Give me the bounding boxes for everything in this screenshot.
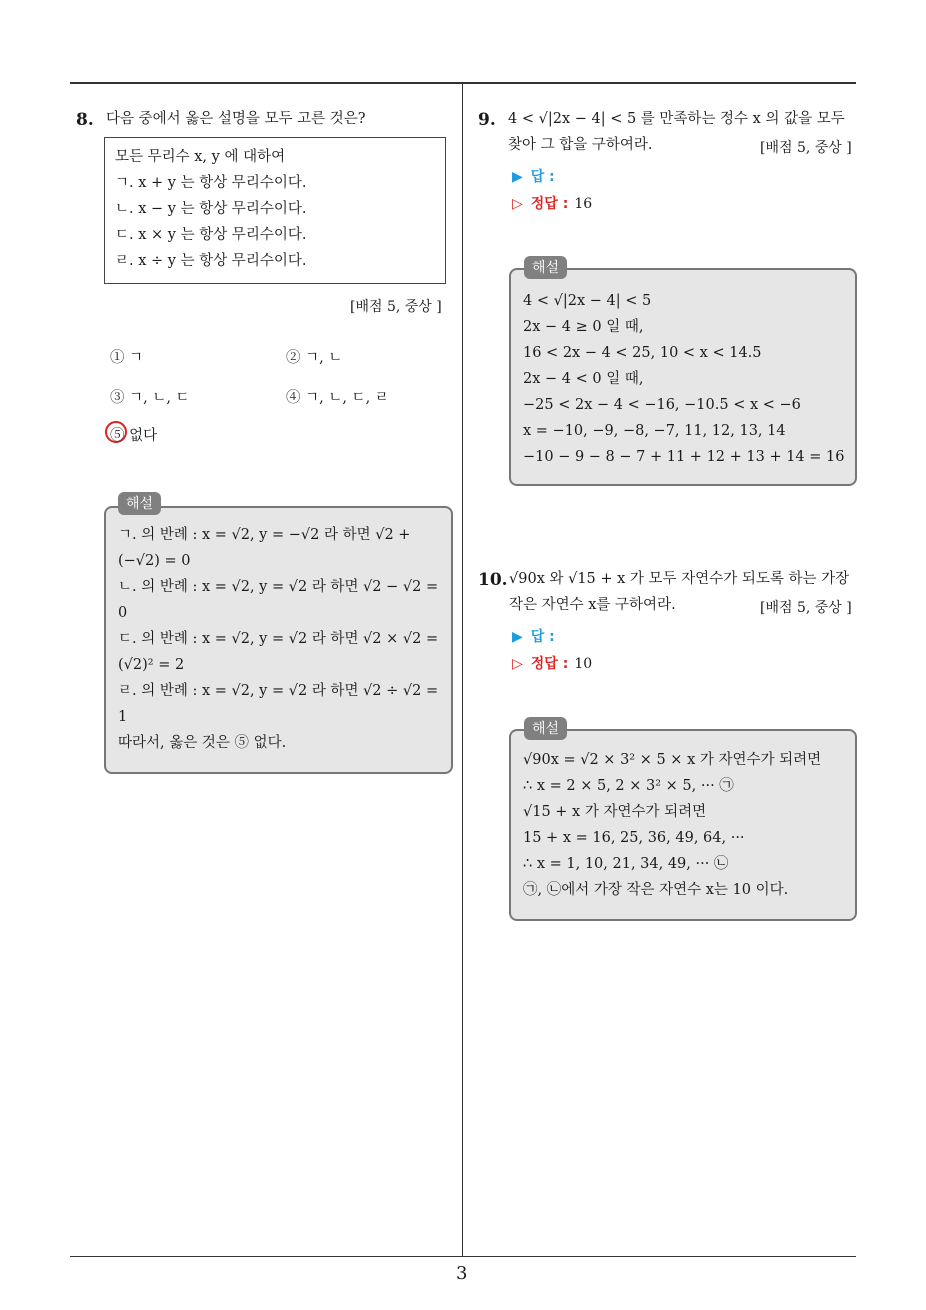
q9-explanation-line: −10 − 9 − 8 − 7 + 11 + 12 + 13 + 14 = 16 [523,449,845,465]
q9-correct-label: 정답 : [530,196,569,212]
q9-prompt-line1: 4 < √|2x − 4| < 5 를 만족하는 정수 x 의 값을 모두 [508,111,845,127]
q8-box-line: 모든 무리수 x, y 에 대하여 [115,149,286,165]
q8-explanation-line: (−√2) = 0 [118,553,191,569]
q8-explanation-line: ㄹ. 의 반례 : x = √2, y = √2 라 하면 √2 ÷ √2 = [118,683,439,699]
q10-explanation-box [509,729,857,921]
q8-explanation-box [104,506,453,774]
q10-prompt-line1: √90x 와 √15 + x 가 모두 자연수가 되도록 하는 가장 [509,571,850,587]
q9-explanation-line: 2x − 4 < 0 일 때, [523,371,644,387]
q8-choice-4[interactable]: ④ ㄱ, ㄴ, ㄷ, ㄹ [286,390,389,406]
bottom-rule [70,1256,856,1257]
q9-answer-row[interactable] [512,166,555,186]
q8-box-line: ㄴ. x − y 는 항상 무리수이다. [115,201,307,217]
q8-box-line: ㄹ. x ÷ y 는 항상 무리수이다. [115,253,307,269]
q8-explanation-line: 따라서, 옳은 것은 ⑤ 없다. [118,735,287,751]
q8-points: [배점 5, 중상 ] [350,299,442,315]
q9-correct-value: 16 [574,196,593,212]
q10-explanation-line: ㉠, ㉡에서 가장 작은 자연수 x는 10 이다. [523,882,789,898]
page-number: 3 [456,1263,468,1284]
q10-explanation-tag: 해설 [524,717,567,740]
play-icon: ▶ [512,169,523,185]
q8-choice-2[interactable]: ② ㄱ, ㄴ [286,350,343,366]
q10-points: [배점 5, 중상 ] [760,600,852,616]
top-rule [70,82,856,84]
q8-explanation-line: (√2)² = 2 [118,657,185,673]
q10-correct-row [512,653,592,673]
q10-correct-label: 정답 : [530,656,569,672]
q10-answer-label: 답 : [530,629,555,645]
q9-answer-label: 답 : [530,169,555,185]
q9-explanation-line: −25 < 2x − 4 < −16, −10.5 < x < −6 [523,397,801,413]
q8-explanation-line: ㄴ. 의 반례 : x = √2, y = √2 라 하면 √2 − √2 = [118,579,439,595]
q8-prompt: 다음 중에서 옳은 설명을 모두 고른 것은? [106,111,366,127]
q9-points: [배점 5, 중상 ] [760,140,852,156]
q8-explanation-tag: 해설 [118,492,161,515]
q8-choice-3[interactable]: ③ ㄱ, ㄴ, ㄷ [110,390,190,406]
q10-explanation-line: 15 + x = 16, 25, 36, 49, 64, ··· [523,830,745,846]
q10-explanation-line: ∴ x = 1, 10, 21, 34, 49, ··· ㉡ [523,856,729,872]
q8-box-line: ㄱ. x + y 는 항상 무리수이다. [115,175,307,191]
q10-explanation-line: √15 + x 가 자연수가 되려면 [523,804,707,820]
q8-box-line: ㄷ. x × y 는 항상 무리수이다. [115,227,307,243]
q9-explanation-line: x = −10, −9, −8, −7, 11, 12, 13, 14 [523,423,786,439]
q10-correct-value: 10 [574,656,593,672]
q10-number: 10. [478,570,508,590]
q8-condition-box [104,137,446,284]
q10-explanation-line: ∴ x = 2 × 5, 2 × 3² × 5, ··· ㉠ [523,778,734,794]
q10-answer-row[interactable] [512,626,555,646]
q10-prompt-line2: 작은 자연수 x를 구하여라. [509,597,676,613]
q9-explanation-line: 16 < 2x − 4 < 25, 10 < x < 14.5 [523,345,762,361]
q8-explanation-line: ㄱ. 의 반례 : x = √2, y = −√2 라 하면 √2 + [118,527,411,543]
q9-correct-row [512,193,592,213]
q9-explanation-box [509,268,857,486]
column-divider [462,82,463,1257]
q9-explanation-tag: 해설 [524,256,567,279]
q8-choice-5[interactable]: ⑤ 없다 [110,428,158,444]
q8-explanation-line: 1 [118,709,128,725]
q10-explanation-line: √90x = √2 × 3² × 5 × x 가 자연수가 되려면 [523,752,822,768]
q8-explanation-line: ㄷ. 의 반례 : x = √2, y = √2 라 하면 √2 × √2 = [118,631,439,647]
play-outline-icon: ▷ [512,196,523,212]
play-outline-icon: ▷ [512,656,523,672]
q9-prompt-line2: 찾아 그 합을 구하여라. [508,137,653,153]
q8-explanation-line: 0 [118,605,128,621]
q8-choice-1[interactable]: ① ㄱ [110,350,144,366]
q9-explanation-line: 2x − 4 ≥ 0 일 때, [523,319,644,335]
q9-number: 9. [478,110,496,130]
q8-number: 8. [76,110,94,130]
play-icon: ▶ [512,629,523,645]
q9-explanation-line: 4 < √|2x − 4| < 5 [523,293,652,309]
